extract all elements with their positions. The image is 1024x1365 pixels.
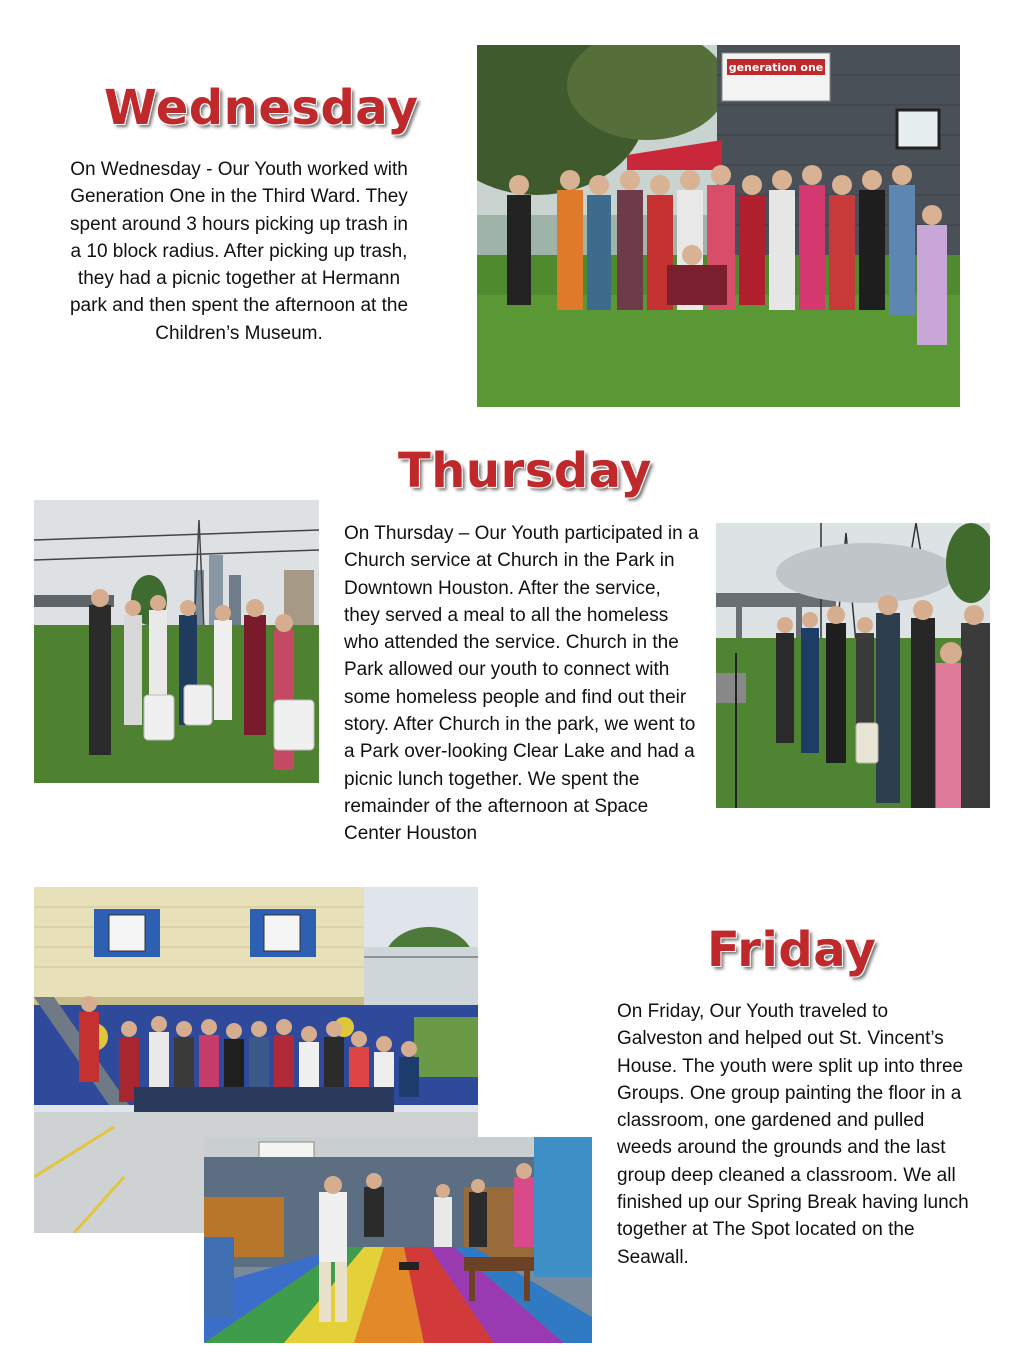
thursday-heading: Thursday	[398, 443, 652, 499]
friday-classroom-photo	[204, 1137, 592, 1343]
generation-one-sign-text: generation one	[728, 61, 824, 74]
wednesday-group-photo	[477, 45, 960, 407]
thursday-text: On Thursday – Our Youth participated in a Church service at Church in the Park in Downtown Houston. After the service, they served a meal to all the homeless who attended the service. Church in the Park allowed our youth to connect with some homeless people and find out their story. After Church in the park, we went to a Park over-looking Clear Lake and had a picnic lunch together. We spent the remainder of the afternoon at Space Center Houston	[344, 523, 699, 845]
wednesday-heading: Wednesday	[104, 80, 419, 136]
thursday-church-photo-left	[34, 500, 319, 783]
friday-heading: Friday	[707, 922, 877, 978]
wednesday-text: On Wednesday - Our Youth worked with Generation One in the Third Ward. They spent around 3 hours picking up trash in a 10 block radius. After picking up trash, they had a picnic together at Hermann park and then spent the afternoon at the Children’s Museum.	[69, 159, 409, 344]
thursday-church-photo-right	[716, 523, 990, 808]
friday-text: On Friday, Our Youth traveled to Galveston and helped out St. Vincent’s House. The youth were split up into three Groups. One group painting the floor in a classroom, one gardened and pulled weeds around the grounds and the last group deep cleaned a classroom. We all finished up our Spring Break having lunch together at The Spot located on the Seawall.	[617, 1001, 969, 1268]
